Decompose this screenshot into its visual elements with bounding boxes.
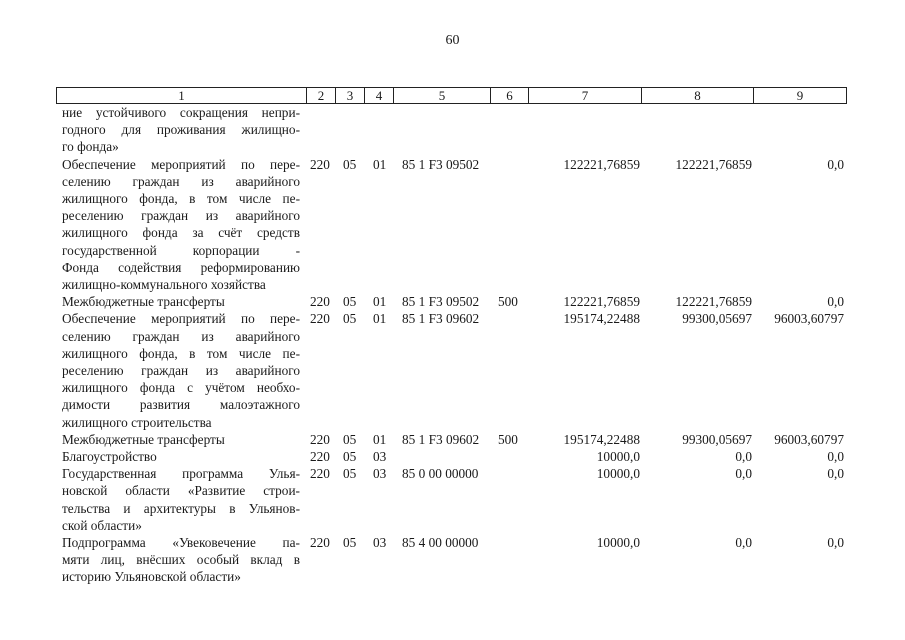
row-cell-c8: 0,0: [735, 466, 752, 482]
row-cell-c3: 05: [343, 311, 357, 327]
row-cell-c5: 85 1 F3 09502: [402, 156, 480, 172]
header-col-9: 9: [796, 88, 804, 103]
row-cell-c5: 85 4 00 00000: [402, 535, 479, 550]
row-name-cell: [62, 156, 300, 294]
row-cell-c2: 220: [310, 156, 330, 172]
row-cell-c3: 05: [343, 535, 357, 550]
row-cell-c4: 03: [373, 466, 387, 482]
row-cell-c4: 03: [373, 449, 387, 464]
row-name-line: новской области «Развитие строи-: [62, 483, 300, 499]
row-cell-c9: 0,0: [827, 449, 844, 464]
row-name-cell: [62, 534, 300, 586]
row-cell-c9: 0,0: [827, 466, 844, 482]
row-name-line: Межбюджетные трансферты: [62, 431, 225, 447]
row-cell-c7: 195174,22488: [563, 431, 640, 447]
row-cell-c7: 10000,0: [596, 449, 640, 464]
row-cell-c2: 220: [310, 294, 330, 310]
row-cell-c7: 195174,22488: [563, 311, 640, 327]
row-cell-c2: 220: [310, 466, 330, 482]
row-name-line: жилищного строительства: [62, 414, 212, 430]
row-cell-c3: 05: [343, 294, 357, 310]
row-name-cell: [62, 104, 300, 156]
row-name-line: Государственная программа Улья-: [62, 466, 300, 482]
row-cell-c9: 0,0: [827, 156, 844, 172]
row-name-line: тельства и архитектуры в Ульянов-: [62, 500, 300, 516]
row-cell-c3: 05: [343, 466, 357, 482]
row-cell-c5: 85 1 F3 09502: [402, 294, 480, 310]
row-cell-c4: 01: [373, 311, 387, 327]
row-cell-c8: 122221,76859: [675, 156, 752, 172]
row-cell-c2: 220: [310, 431, 330, 447]
row-name-line: жилищного фонда, в том числе пе-: [62, 190, 300, 206]
row-cell-c7: 122221,76859: [563, 156, 640, 172]
row-name-cell: [62, 465, 300, 534]
row-cell-c8: 0,0: [735, 449, 752, 464]
row-cell-c5: 85 0 00 00000: [402, 466, 479, 482]
row-cell-c9: 0,0: [827, 535, 844, 550]
row-name-line: Обеспечение мероприятий по пере-: [62, 311, 300, 327]
row-name-line: Подпрограмма «Увековечение па-: [62, 535, 300, 550]
row-cell-c7: 10000,0: [596, 535, 640, 550]
row-cell-c8: 99300,05697: [682, 431, 752, 447]
row-cell-c2: 220: [310, 535, 330, 550]
row-name-line: жилищно-коммунального хозяйства: [62, 276, 266, 292]
row-name-line: димости развития малоэтажного: [62, 397, 300, 413]
row-cell-c9: 96003,60797: [774, 431, 844, 447]
header-col-1: 1: [57, 88, 307, 103]
row-cell-c3: 05: [343, 431, 357, 447]
row-name-line: жилищного фонда с учётом необхо-: [62, 380, 300, 396]
row-cell-c4: 03: [373, 535, 387, 550]
row-name-line: Обеспечение мероприятий по пере-: [62, 156, 300, 172]
row-cell-c6: 500: [498, 294, 518, 310]
row-cell-c9: 0,0: [827, 294, 844, 310]
header-col-2: 2: [307, 88, 336, 103]
row-name-line: реселению граждан из аварийного: [62, 208, 300, 224]
row-cell-c9: 96003,60797: [774, 311, 844, 327]
header-col-3: 3: [336, 88, 365, 103]
row-name-cell: [62, 310, 300, 430]
row-cell-c7: 122221,76859: [563, 294, 640, 310]
row-name-line: Благоустройство: [62, 449, 157, 464]
row-name-line: жилищного фонда, в том числе пе-: [62, 345, 300, 361]
header-col-6: 6: [491, 88, 529, 103]
row-name-line: селению граждан из аварийного: [62, 328, 300, 344]
row-cell-c2: 220: [310, 311, 330, 327]
row-name-line: годного для проживания жилищно-: [62, 122, 300, 138]
row-cell-c4: 01: [373, 294, 387, 310]
row-name-line: го фонда»: [62, 139, 119, 155]
row-name-line: ской области»: [62, 517, 142, 533]
row-name-cell: [62, 448, 300, 465]
row-name-line: Межбюджетные трансферты: [62, 294, 225, 310]
row-name-line: селению граждан из аварийного: [62, 173, 300, 189]
row-cell-c8: 0,0: [735, 535, 752, 550]
row-cell-c3: 05: [343, 156, 357, 172]
header-col-5: 5: [394, 88, 491, 103]
row-cell-c8: 122221,76859: [675, 294, 752, 310]
row-name-line: Фонда содействия реформированию: [62, 259, 300, 275]
table-header-row: [56, 87, 847, 104]
header-col-8: 8: [642, 88, 754, 103]
row-name-line: историю Ульяновской области»: [62, 569, 241, 585]
row-cell-c3: 05: [343, 449, 357, 464]
row-cell-c5: 85 1 F3 09602: [402, 311, 480, 327]
page-number: 60: [445, 33, 460, 48]
row-cell-c4: 01: [373, 156, 387, 172]
row-name-line: мяти лиц, внёсших особый вклад в: [62, 552, 300, 568]
row-cell-c8: 99300,05697: [682, 311, 752, 327]
row-name-line: реселению граждан из аварийного: [62, 362, 300, 378]
row-cell-c4: 01: [373, 431, 387, 447]
header-col-7: 7: [529, 88, 642, 103]
row-cell-c6: 500: [498, 431, 518, 447]
row-cell-c2: 220: [310, 449, 330, 464]
row-name-line: государственной корпорации -: [62, 242, 300, 258]
row-cell-c5: 85 1 F3 09602: [402, 431, 480, 447]
row-cell-c7: 10000,0: [596, 466, 640, 482]
row-name-line: жилищного фонда за счёт средств: [62, 225, 300, 241]
row-name-cell: [62, 293, 300, 310]
row-name-cell: [62, 431, 300, 448]
row-name-line: ние устойчивого сокращения непри-: [62, 105, 300, 120]
header-col-4: 4: [365, 88, 394, 103]
